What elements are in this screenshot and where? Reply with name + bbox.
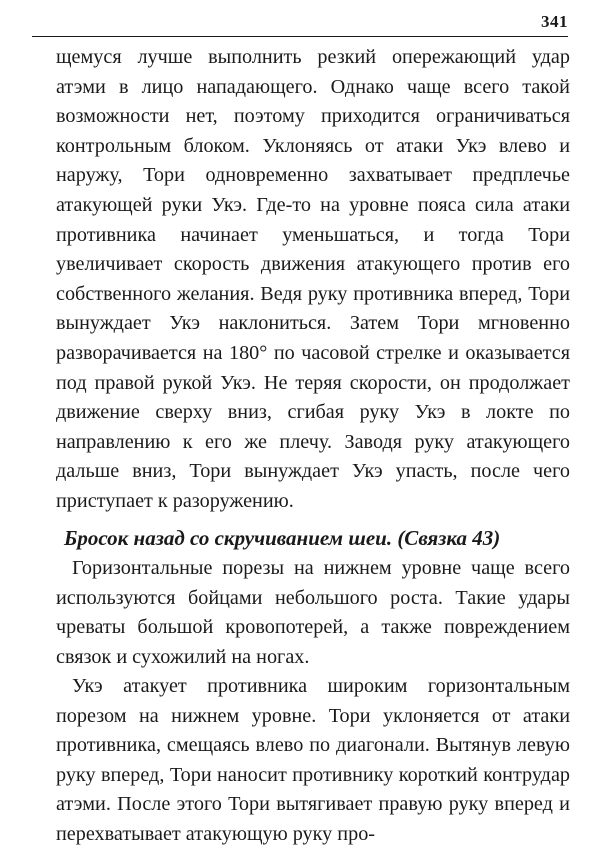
- text-block-middle: [56, 554, 570, 672]
- text-block-top: [56, 43, 570, 517]
- body-paragraph-1: щемуся лучше выполнить резкий опережающий удар атэми в лицо нападающего. Однако чаще всего такой возможности нет, поэтому приходится ограничиваться контрольным блоком. Уклоняясь от атаки Укэ влево и наружу, Тори одновременно захватывает предплечье атакующей руки Укэ. Где-то на уровне пояса сила атаки противника начинает уменьшаться, и тогда Тори увеличивает скорость движения атакующего против его собственного желания. Ведя руку противника вперед, Тори вынуждает Укэ наклониться. Затем Тори мгновенно разворачивается на 180° по часовой стрелке и оказывается под правой рукой Укэ. Не теряя скорости, он продолжает движение сверху вниз, сгибая руку Укэ в локте по направлению к его же плечу. Заводя руку атакующего дальше вниз, Тори вынуждает Укэ упасть, после чего приступает к разоружению.: [56, 46, 570, 512]
- text-block-bottom: [56, 672, 570, 850]
- header-rule: [32, 36, 568, 37]
- body-paragraph-3: Укэ атакует противника широким горизонтальным порезом на нижнем уровне. Тори уклоняется от атаки противника, смещаясь влево по диагонали. Вытянув левую руку вперед, Тори наносит противнику короткий контрудар атэми. После этого Тори вытягивает правую руку вперед и перехватывает атакующую руку про-: [56, 675, 570, 845]
- page-number: 341: [541, 12, 568, 31]
- body-paragraph-2: Горизонтальные порезы на нижнем уровне чаще всего используются бойцами небольшого роста. Такие удары чреваты большой кровопотерей, а также повреждением связок и сухожилий на ногах.: [56, 557, 570, 668]
- section-heading: Бросок назад со скручиванием шеи. (Связка 43): [64, 526, 501, 550]
